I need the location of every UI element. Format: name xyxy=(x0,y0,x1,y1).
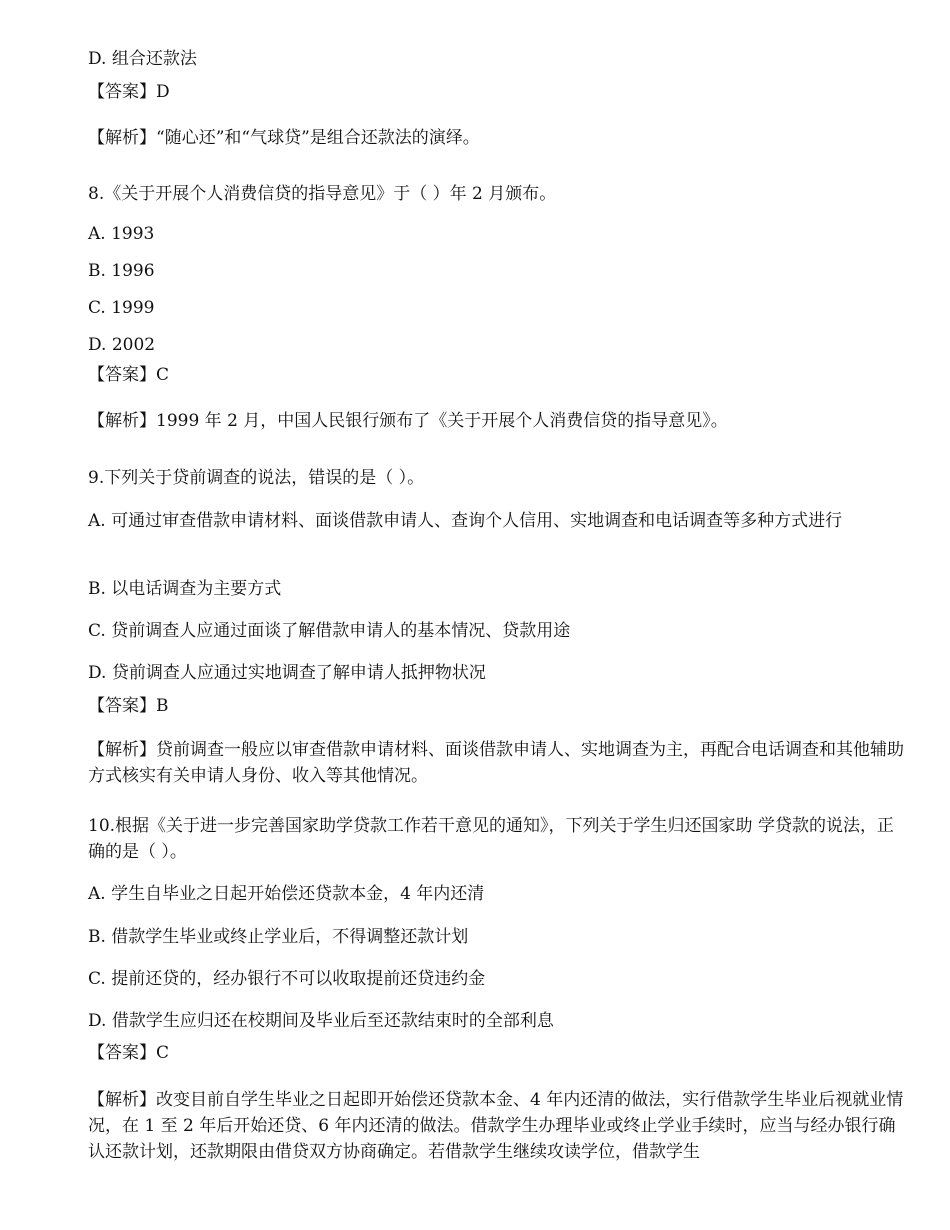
q8-option-d: D. 2002 xyxy=(88,335,156,355)
q8-stem: 8.《关于开展个人消费信贷的指导意见》于（ ）年 2 月颁布。 xyxy=(88,184,557,204)
q9-option-b: B. 以电话调查为主要方式 xyxy=(88,579,282,599)
q10-option-b: B. 借款学生毕业或终止学业后，不得调整还款计划 xyxy=(88,927,469,947)
q10-answer: 【答案】C xyxy=(88,1043,170,1063)
q8-option-b: B. 1996 xyxy=(88,261,155,281)
q9-analysis: 【解析】贷前调查一般应以审查借款申请材料、面谈借款申请人、实地调查为主，再配合电话调查和其他辅助方式核实有关申请人身份、收入等其他情况。 xyxy=(88,740,904,786)
q7-answer: 【答案】D xyxy=(88,82,170,102)
q7-analysis: 【解析】“随心还”和“气球贷”是组合还款法的演绎。 xyxy=(88,128,480,148)
q8-option-c: C. 1999 xyxy=(88,298,155,318)
q10-option-a: A. 学生自毕业之日起开始偿还贷款本金，4 年内还清 xyxy=(88,884,485,904)
q8-answer: 【答案】C xyxy=(88,365,170,385)
q9-stem: 9.下列关于贷前调查的说法，错误的是（ ）。 xyxy=(88,468,425,488)
q9-option-a: A. 可通过审查借款申请材料、面谈借款申请人、查询个人信用、实地调查和电话调查等多种方式进行 xyxy=(88,511,843,531)
q8-option-a: A. 1993 xyxy=(88,224,155,244)
q10-option-c: C. 提前还贷的，经办银行不可以收取提前还贷违约金 xyxy=(88,969,486,989)
q10-option-d: D. 借款学生应归还在校期间及毕业后至还款结束时的全部利息 xyxy=(88,1011,554,1031)
q8-analysis: 【解析】1999 年 2 月，中国人民银行颁布了《关于开展个人消费信贷的指导意见》。 xyxy=(88,411,728,431)
q10-stem: 10.根据《关于进一步完善国家助学贷款工作若干意见的通知》，下列关于学生归还国家助 学贷款的说法，正确的是（ ）。 xyxy=(88,816,894,862)
q9-answer: 【答案】B xyxy=(88,696,169,716)
q10-analysis: 【解析】改变目前自学生毕业之日起即开始偿还贷款本金、4 年内还清的做法，实行借款学生毕业后视就业情况，在 1 至 2 年后开始还贷、6 年内还清的做法。借款学生办理毕业或终止学业手续时，应当与经办银行确认还款计划，还款期限由借贷双方协商确定。若借款学生继续攻读学位，借款学生 xyxy=(88,1090,904,1162)
q9-option-d: D. 贷前调查人应通过实地调查了解申请人抵押物状况 xyxy=(88,663,486,683)
q7-option-d: D. 组合还款法 xyxy=(88,49,197,69)
q9-option-c: C. 贷前调查人应通过面谈了解借款申请人的基本情况、贷款用途 xyxy=(88,621,571,641)
